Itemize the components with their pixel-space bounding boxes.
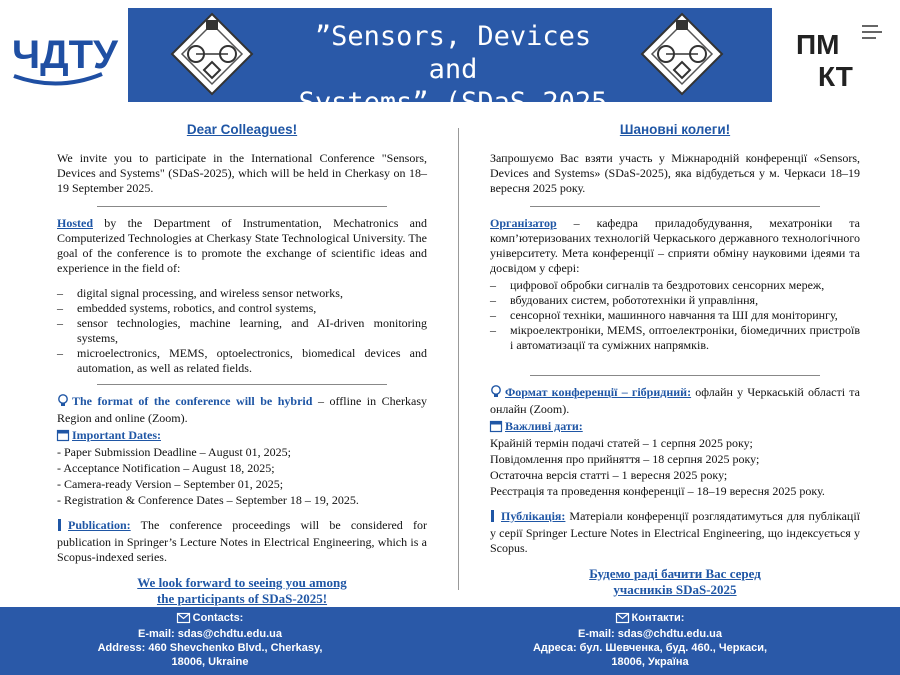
contact-address-line-1: Адреса: бул. Шевченка, буд. 460., Черкаси, — [532, 642, 768, 654]
envelope-icon — [616, 613, 629, 627]
dates-heading — [57, 428, 427, 445]
date-item: - Camera-ready Version – September 01, 2025; — [57, 477, 284, 491]
contact-address-line-2: 18006, Україна — [611, 656, 689, 668]
bookmark-icon — [57, 519, 65, 535]
format-label: Формат конференції – гібридний: — [505, 385, 692, 399]
contact-address-line-1: Address: 460 Shevchenko Blvd., Cherkasy, — [97, 642, 323, 654]
ukrainian-intro: Запрошуємо Вас взяти участь у Міжнародній конференції «Sensors, Devices and Systems» (SDaS-2025), яка відбудеться у м. Черкаси 18–19 вересня 2025 року. — [490, 151, 860, 195]
format-label: The format of the conference will be hybrid — [72, 394, 313, 408]
department-logo-line-2: КТ — [818, 61, 853, 92]
english-dates — [57, 445, 427, 508]
contact-email[interactable]: E-mail: sdas@chdtu.edu.ua — [578, 628, 722, 640]
footer — [0, 607, 900, 675]
topic-item: – embedded systems, robotics, and control systems, — [57, 301, 427, 316]
ukrainian-closing — [490, 566, 860, 598]
contacts-label: Contacts: — [192, 612, 244, 624]
publication-text: Матеріали конференції розглядатимуться для публікації у серії Springer Lecture Notes in Electrical Engineering, що індексується у Scopus. — [490, 509, 860, 555]
sensor-emblem-icon — [166, 10, 258, 98]
dates-label: Важливі дати: — [505, 419, 583, 433]
contact-address-line-2: 18006, Ukraine — [171, 656, 249, 668]
university-logo-text: ЧДТУ — [12, 33, 118, 77]
english-column — [57, 118, 427, 607]
ukrainian-dates — [490, 436, 860, 499]
hosted-text: by the Department of Instrumentation, Mechatronics and Computerized Technologies at Cherkasy State Technological University. The goal of the conference is to promote the exchange of scientific ideas and experience in the field of: — [57, 216, 427, 275]
publication-text: The conference proceedings will be considered for publication in Springer’s Lecture Notes in Electrical Engineering, which is a Scopus-indexed series. — [57, 518, 427, 564]
english-intro: We invite you to participate in the International Conference "Sensors, Devices and Systems" (SDaS-2025), which will be held in Cherkasy on 18–19 September 2025. — [57, 151, 427, 195]
ukrainian-column — [490, 118, 860, 598]
contacts-heading — [470, 611, 830, 627]
ukrainian-greeting: Шановні колеги! — [619, 122, 731, 137]
date-item: Крайній термін подачі статей – 1 серпня 2025 року; — [490, 436, 753, 450]
lightbulb-icon — [57, 394, 69, 411]
department-logo-line-1: ПМ — [796, 29, 840, 60]
english-format — [57, 394, 427, 426]
english-topic-list — [57, 286, 427, 376]
calendar-icon — [57, 429, 69, 445]
divider — [97, 384, 387, 385]
org-text: – кафедра приладобудування, мехатроніки та комп’ютеризованих технологій Черкаського державного технологічного університету. Мета конференції – сприяти обміну науковими ідеями та досвідом у сфері: — [490, 216, 860, 275]
publication-label: Publication: — [68, 518, 131, 532]
ukrainian-contacts — [470, 611, 830, 669]
lightbulb-icon — [490, 385, 502, 402]
title-line-2: Systems” (SDaS-2025 — [298, 87, 608, 118]
envelope-icon — [177, 613, 190, 627]
topic-item: – сенсорної техніки, машинного навчання та ШІ для моніторингу, — [490, 308, 860, 323]
divider — [530, 375, 820, 376]
ukrainian-publication — [490, 509, 860, 556]
topic-item: – цифрової обробки сигналів та бездротових сенсорних мереж, — [490, 278, 860, 293]
topic-item: – вбудованих систем, робототехніки й управління, — [490, 293, 860, 308]
closing-line-2: the participants of SDaS-2025! — [156, 591, 328, 606]
topic-item: – digital signal processing, and wireless sensor networks, — [57, 286, 427, 301]
closing-line-1: Будемо раді бачити Вас серед — [589, 566, 761, 581]
closing-line-1: We look forward to seeing you among — [137, 575, 347, 590]
ukrainian-org-paragraph — [490, 216, 860, 276]
department-logo — [778, 18, 888, 92]
english-hosted-paragraph — [57, 216, 427, 276]
topic-item: – мікроелектроніки, MEMS, оптоелектроніки, біомедичних пристроїв і автоматизації та суміжних напрямків. — [490, 323, 860, 353]
date-item: Повідомлення про прийняття – 18 серпня 2025 року; — [490, 452, 760, 466]
dates-label: Important Dates: — [72, 428, 161, 442]
hosted-label: Hosted — [57, 216, 93, 230]
column-divider — [458, 128, 459, 590]
divider — [530, 206, 820, 207]
date-item: Реєстрація та проведення конференції – 18–19 вересня 2025 року. — [490, 484, 825, 498]
header — [0, 0, 900, 118]
publication-label: Публікація: — [501, 509, 566, 523]
format-text: офлайн у Черкаській області та онлайн (Zoom). — [490, 385, 860, 416]
topic-item: – sensor technologies, machine learning, and AI-driven monitoring systems, — [57, 316, 427, 346]
divider — [97, 206, 387, 207]
format-text: – offline in Cherkasy Region and online (Zoom). — [57, 394, 427, 425]
dates-heading — [490, 419, 860, 436]
sensor-emblem-icon — [636, 10, 728, 98]
conference-title — [288, 20, 618, 119]
date-item: Остаточна версія статті – 1 вересня 2025 року; — [490, 468, 728, 482]
title-line-1: ”Sensors, Devices and — [314, 21, 592, 85]
date-item: - Paper Submission Deadline – August 01, 2025; — [57, 445, 291, 459]
topic-item: – microelectronics, MEMS, optoelectronics, biomedical devices and automation, as well as related fields. — [57, 346, 427, 376]
contacts-heading — [30, 611, 390, 627]
english-greeting: Dear Colleagues! — [186, 122, 298, 137]
contacts-label: Контакти: — [631, 612, 685, 624]
bookmark-icon — [490, 510, 498, 526]
university-logo — [8, 18, 118, 92]
english-closing — [57, 575, 427, 607]
date-item: - Registration & Conference Dates – September 18 – 19, 2025. — [57, 493, 359, 507]
english-contacts — [30, 611, 390, 669]
calendar-icon — [490, 420, 502, 436]
ukrainian-format — [490, 385, 860, 417]
closing-line-2: учасників SDaS-2025 — [613, 582, 737, 597]
ukrainian-topic-list — [490, 278, 860, 353]
org-label: Організатор — [490, 216, 557, 230]
english-publication — [57, 518, 427, 565]
contact-email[interactable]: E-mail: sdas@chdtu.edu.ua — [138, 628, 282, 640]
date-item: - Acceptance Notification – August 18, 2025; — [57, 461, 275, 475]
